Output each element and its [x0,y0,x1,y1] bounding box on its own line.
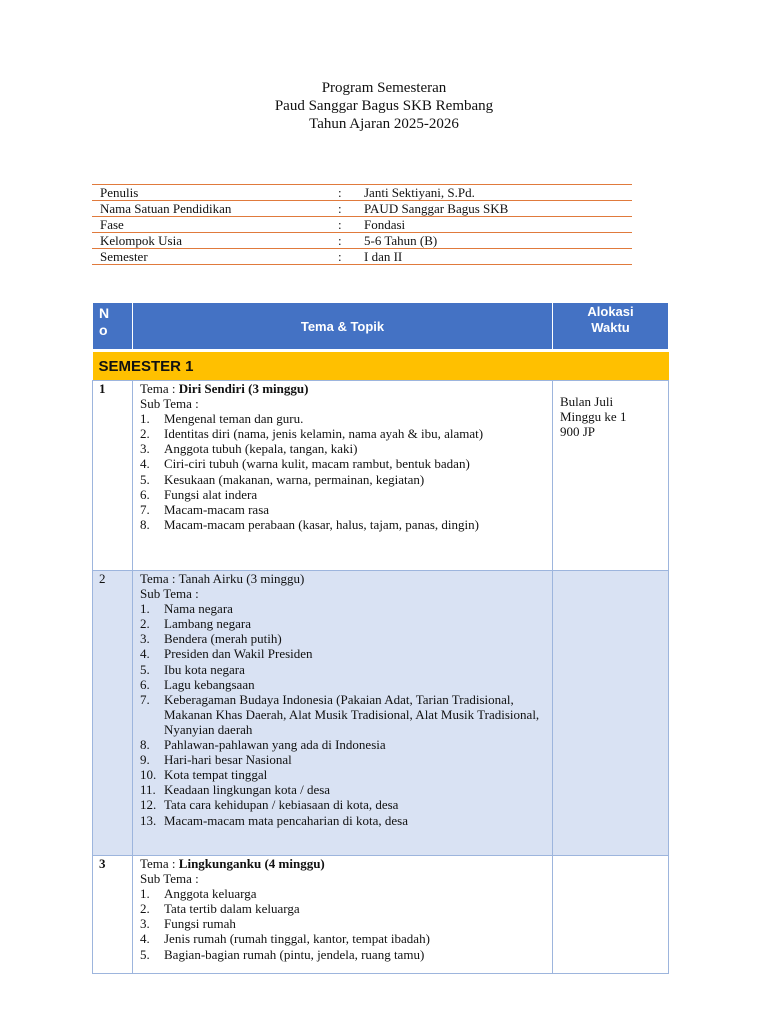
info-separator: : [338,201,356,217]
info-value: PAUD Sanggar Bagus SKB [356,201,632,217]
list-item-text: Anggota tubuh (kepala, tangan, kaki) [164,441,358,457]
semester-label: SEMESTER 1 [93,351,669,381]
header-no [93,303,133,351]
list-item [140,456,552,471]
subtheme-list [140,886,552,961]
theme-row [93,381,669,571]
info-value: I dan II [356,249,632,265]
list-item-number: 8. [140,516,150,532]
allocation-cell [553,381,669,571]
list-item-text: Keadaan lingkungan kota / desa [164,782,331,798]
info-separator: : [338,233,356,249]
list-item [140,677,552,692]
subtheme-label: Sub Tema : [140,586,199,602]
subtheme-label: Sub Tema : [140,871,199,887]
theme-prefix: Tema : [140,856,179,871]
semester-row [93,351,669,381]
list-item [140,752,552,767]
info-table [92,184,632,265]
list-item [140,692,552,737]
list-item-number: 7. [140,691,150,707]
list-item-number: 2. [140,616,150,632]
list-item-number: 5. [140,661,150,677]
list-item-text: Lambang negara [164,616,251,632]
info-key: Penulis [92,185,338,201]
info-row [92,233,632,249]
subtheme-label: Sub Tema : [140,396,199,412]
academic-year: Tahun Ajaran 2025-2026 [309,116,459,132]
list-item [140,517,552,532]
row-number: 3 [93,856,133,974]
list-item-text: Anggota keluarga [164,886,257,902]
list-item [140,767,552,782]
list-item-text: Pahlawan-pahlawan yang ada di Indonesia [164,737,386,753]
list-item [140,797,552,812]
header-alokasi-line2: Waktu [591,320,630,335]
list-item-text: Presiden dan Wakil Presiden [164,646,313,662]
list-item [140,916,552,931]
theme-cell [133,571,553,856]
list-item-number: 3. [140,441,150,457]
list-item [140,931,552,946]
theme-title: Tanah Airku (3 minggu) [178,571,305,586]
list-item-text: Ciri-ciri tubuh (warna kulit, macam rambut, bentuk badan) [164,456,470,472]
theme-title: Lingkunganku (4 minggu) [178,856,325,871]
list-item-text: Tata tertib dalam keluarga [164,901,300,917]
theme-line [140,381,552,396]
list-item-number: 2. [140,426,150,442]
list-item [140,646,552,661]
info-row [92,185,632,201]
list-item-number: 1. [140,601,150,617]
list-item-number: 4. [140,456,150,472]
list-item-number: 8. [140,737,150,753]
allocation-cell [553,571,669,856]
list-item-text: Macam-macam rasa [164,501,270,517]
info-key: Nama Satuan Pendidikan [92,201,338,217]
list-item [140,411,552,426]
list-item [140,947,552,962]
subtheme-list [140,411,552,532]
list-item-number: 5. [140,471,150,487]
list-item [140,426,552,441]
info-key: Fase [92,217,338,233]
list-item-number: 3. [140,916,150,932]
list-item-text: Macam-macam perabaan (kasar, halus, tajam, panas, dingin) [164,516,479,532]
list-item-text: Jenis rumah (rumah tinggal, kantor, tempat ibadah) [164,931,430,947]
list-item [140,782,552,797]
list-item [140,472,552,487]
list-item [140,502,552,517]
list-item [140,886,552,901]
allocation-line: 900 JP [560,424,596,440]
list-item-text: Bagian-bagian rumah (pintu, jendela, ruang tamu) [164,946,425,962]
program-table [92,302,669,974]
list-item-text: Nama negara [164,601,233,617]
header-alokasi [553,303,669,351]
info-key: Kelompok Usia [92,233,338,249]
subtheme-list [140,601,552,827]
info-key: Semester [92,249,338,265]
list-item-text: Lagu kebangsaan [164,676,255,692]
list-item-number: 3. [140,631,150,647]
allocation-line: Bulan Juli [560,394,614,409]
header-no-line1: N [99,305,110,321]
theme-title: Diri Sendiri (3 minggu) [178,381,309,396]
list-item-number: 10. [140,767,157,783]
list-item-text: Mengenal teman dan guru. [164,411,304,427]
list-item [140,901,552,916]
header-tema: Tema & Topik [133,303,553,351]
list-item [140,487,552,502]
list-item-number: 7. [140,501,150,517]
theme-cell [133,856,553,974]
theme-prefix: Tema : [140,571,179,586]
list-item-number: 13. [140,812,157,828]
document-title: Program Semesteran [321,80,447,96]
info-separator: : [338,217,356,233]
list-item-text: Macam-macam mata pencaharian di kota, desa [164,812,408,828]
info-separator: : [338,185,356,201]
header-no-line2: o [99,322,108,338]
info-row [92,217,632,233]
list-item-text: Ibu kota negara [164,661,245,677]
list-item-text: Keberagaman Budaya Indonesia (Pakaian Adat, Tarian Tradisional, Makanan Khas Daerah, Alat Musik Tradisional, Alat Musik Tradisional, Nyanyian daerah [164,691,540,737]
list-item-number: 11. [140,782,156,798]
theme-cell [133,381,553,571]
list-item-number: 12. [140,797,157,813]
list-item-text: Tata cara kehidupan / kebiasaan di kota, desa [164,797,399,813]
header-alokasi-line1: Alokasi [587,304,634,319]
list-item [140,441,552,456]
list-item-number: 4. [140,646,150,662]
list-item-text: Hari-hari besar Nasional [164,752,292,768]
list-item-number: 1. [140,886,150,902]
info-row [92,249,632,265]
allocation-line: Minggu ke 1 [560,409,627,425]
list-item [140,616,552,631]
list-item-number: 6. [140,486,150,502]
theme-prefix: Tema : [140,381,179,396]
list-item-text: Identitas diri (nama, jenis kelamin, nama ayah & ibu, alamat) [164,426,484,442]
list-item-number: 1. [140,411,150,427]
list-item [140,601,552,616]
info-value: 5-6 Tahun (B) [356,233,632,249]
theme-line [140,856,552,871]
allocation-cell [553,856,669,974]
info-value: Janti Sektiyani, S.Pd. [356,185,632,201]
list-item-text: Kesukaan (makanan, warna, permainan, kegiatan) [164,471,425,487]
table-header-row [93,303,669,351]
list-item-text: Fungsi alat indera [164,486,258,502]
list-item-text: Fungsi rumah [164,916,236,932]
list-item-number: 9. [140,752,150,768]
theme-line [140,571,552,586]
info-separator: : [338,249,356,265]
list-item [140,631,552,646]
theme-row [93,856,669,974]
list-item-text: Kota tempat tinggal [164,767,268,783]
list-item-text: Bendera (merah putih) [164,631,282,647]
info-value: Fondasi [356,217,632,233]
list-item-number: 2. [140,901,150,917]
theme-row [93,571,669,856]
info-row [92,201,632,217]
row-number: 2 [93,571,133,856]
list-item [140,737,552,752]
row-number: 1 [93,381,133,571]
institution-name: Paud Sanggar Bagus SKB Rembang [274,98,494,114]
list-item [140,813,552,828]
list-item-number: 4. [140,931,150,947]
list-item-number: 6. [140,676,150,692]
list-item-number: 5. [140,946,150,962]
list-item [140,662,552,677]
